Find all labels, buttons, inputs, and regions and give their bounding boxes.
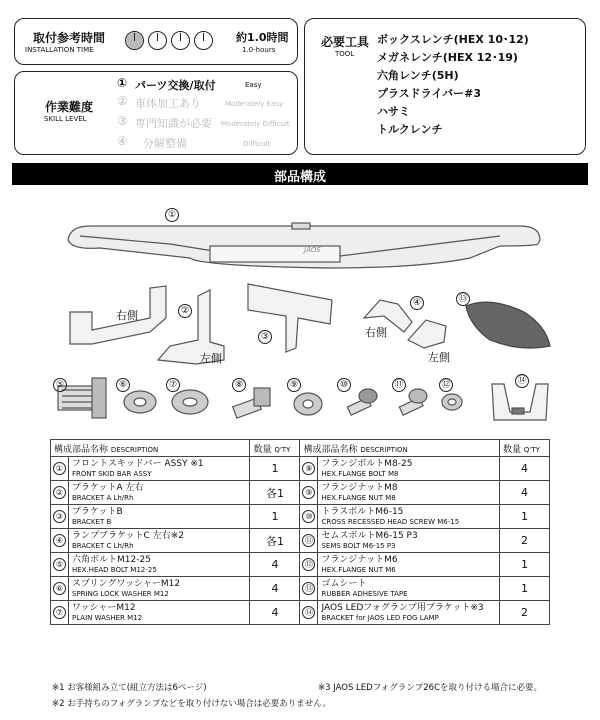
skill-level-4-jp: 分解整備	[143, 137, 187, 150]
row-name-en: SPRING LOCK WASHER M12	[72, 589, 169, 598]
part-number-label: ④	[410, 296, 424, 310]
part-number-label: ⑥	[116, 378, 130, 392]
row-name-jp: ワッシャーM12	[72, 602, 136, 613]
installation-title-en: INSTALLATION TIME	[25, 46, 94, 54]
row-name-jp: 六角ボルトM12-25	[72, 554, 151, 565]
row-number-badge: ⑥	[53, 582, 66, 595]
tool-item: プラスドライバー#3	[377, 87, 481, 100]
row-number	[300, 601, 318, 625]
row-number-badge: ③	[53, 510, 66, 523]
skill-level-2-en: Moderately Easy	[225, 100, 284, 108]
row-name-en: RUBBER ADHESIVE TAPE	[321, 589, 408, 598]
tool-title-en: TOOL	[335, 50, 355, 58]
row-description	[318, 553, 500, 577]
row-name-en: SEMS BOLT M6-15 P3	[321, 541, 396, 550]
row-description	[69, 457, 250, 481]
label-right-side: 右側	[365, 326, 387, 339]
table-row	[51, 529, 550, 553]
row-name-jp: フランジナットM6	[321, 554, 398, 565]
skill-title-en: SKILL LEVEL	[44, 115, 87, 123]
row-number	[51, 577, 69, 601]
row-name-en: BRACKET for JAOS LED FOG LAMP	[321, 613, 439, 622]
part-number-label: ③	[258, 330, 272, 344]
row-name-en: CROSS RECESSED HEAD SCREW M6-15	[321, 517, 460, 526]
bracket-c-left-illustration	[408, 320, 446, 348]
tool-item: 六角レンチ(5H)	[377, 69, 459, 82]
row-description	[69, 529, 250, 553]
row-description	[318, 577, 500, 601]
row-name-en: BRACKET B	[72, 517, 112, 526]
row-description	[318, 457, 500, 481]
row-number	[51, 457, 69, 481]
note-3: ※3 JAOS LEDフォグランプ26Cを取り付ける場合に必要。	[318, 683, 543, 693]
skill-level-3-en: Moderately Difficult	[221, 120, 290, 128]
row-number-badge: ①	[53, 462, 66, 475]
row-description	[318, 601, 500, 625]
part-number-label: ⑪	[392, 378, 406, 392]
tool-item: トルクレンチ	[377, 123, 443, 136]
skill-title-jp: 作業難度	[45, 100, 94, 114]
tool-item: メガネレンチ(HEX 12･19)	[377, 51, 518, 64]
table-row	[51, 505, 550, 529]
row-qty: 1	[500, 505, 550, 529]
row-name-en: BRACKET C Lh/Rh	[72, 541, 134, 550]
skill-level-3-jp: 専門知識が必要	[135, 117, 212, 130]
row-name-en: BRACKET A Lh/Rh	[72, 493, 134, 502]
table-row	[51, 481, 550, 505]
part-number-label: ⑤	[53, 378, 67, 392]
row-name-jp: ブラケットA 左右	[72, 482, 144, 493]
row-number	[300, 529, 318, 553]
row-description	[318, 505, 500, 529]
skill-level-4-num: ④	[117, 134, 128, 148]
skill-level-1-num: ①	[117, 76, 128, 90]
row-description	[69, 481, 250, 505]
label-left-side: 左側	[200, 352, 222, 365]
installation-time-jp: 約1.0時間	[236, 31, 289, 44]
skill-level-2-jp: 車体加工あり	[135, 97, 201, 110]
row-description	[69, 601, 250, 625]
row-name-jp: フランジナットM8	[321, 482, 398, 493]
jaos-logo: JAOS	[304, 246, 321, 254]
row-number	[300, 457, 318, 481]
label-right-side: 右側	[116, 309, 138, 322]
skill-level-3-num: ③	[117, 114, 128, 128]
row-number-badge: ⑩	[302, 510, 315, 523]
row-number	[300, 505, 318, 529]
part-number-label: ⑬	[456, 292, 470, 306]
row-number	[51, 553, 69, 577]
header-qty-en: Q'TY	[523, 445, 540, 454]
skill-level-1-jp: パーツ交換/取付	[135, 79, 216, 92]
installation-time-en: 1.0-hours	[242, 46, 276, 54]
row-qty: 4	[250, 553, 300, 577]
parts-title: 部品構成	[273, 170, 326, 185]
table-row	[51, 553, 550, 577]
row-qty: 1	[250, 505, 300, 529]
row-qty: 各1	[250, 529, 300, 553]
row-qty: 1	[250, 457, 300, 481]
row-name-jp: ランプブラケットC 左右※2	[72, 530, 184, 541]
row-number-badge: ⑫	[302, 558, 315, 571]
part-number-label: ⑧	[232, 378, 246, 392]
row-description	[69, 553, 250, 577]
row-name-jp: スプリングワッシャーM12	[72, 578, 181, 589]
row-number	[51, 481, 69, 505]
row-description	[69, 505, 250, 529]
table-row	[51, 457, 550, 481]
row-name-jp: JAOS LEDフォグランプ用ブラケット※3	[321, 602, 484, 613]
skill-level-1-en: Easy	[245, 81, 262, 89]
row-qty: 2	[500, 529, 550, 553]
row-qty: 4	[250, 601, 300, 625]
row-qty: 4	[500, 457, 550, 481]
row-name-jp: フロントスキッドバー ASSY ※1	[72, 458, 204, 469]
row-name-en: HEX.HEAD BOLT M12-25	[72, 565, 157, 574]
part-number-label: ⑦	[166, 378, 180, 392]
installation-title-jp: 取付参考時間	[33, 31, 106, 45]
row-number-badge: ⑬	[302, 582, 315, 595]
fog-lamp-bracket-illustration	[492, 384, 548, 420]
part-number-label: ⑨	[287, 378, 301, 392]
row-description	[318, 481, 500, 505]
row-number-badge: ⑭	[302, 606, 315, 619]
row-number	[300, 577, 318, 601]
row-name-en: PLAIN WASHER M12	[72, 613, 143, 622]
row-number	[300, 553, 318, 577]
header-name-jp: 構成部品名称	[54, 444, 109, 455]
part-number-label: ⑫	[439, 378, 453, 392]
note-1: ※1 お客様組み立て(組立方法は6ページ)	[52, 683, 207, 693]
row-qty: 2	[500, 601, 550, 625]
row-qty: 各1	[250, 481, 300, 505]
row-number-badge: ⑤	[53, 558, 66, 571]
row-number	[51, 601, 69, 625]
header-qty-jp: 数量	[253, 444, 272, 455]
row-name-en: HEX.FLANGE BOLT M8	[321, 469, 399, 478]
row-number	[51, 529, 69, 553]
row-number-badge: ⑧	[302, 462, 315, 475]
row-qty: 4	[250, 577, 300, 601]
row-number-badge: ⑨	[302, 486, 315, 499]
skill-level-4-en: Difficult	[243, 140, 271, 148]
label-left-side: 左側	[428, 351, 450, 364]
header-qty-jp: 数量	[503, 444, 522, 455]
header-name-en: DESCRIPTION	[110, 445, 159, 454]
row-number-badge: ⑪	[302, 534, 315, 547]
rubber-sheet-illustration	[466, 302, 550, 348]
row-name-jp: トラスボルトM6-15	[321, 506, 404, 517]
part-number-label: ⑩	[337, 378, 351, 392]
row-name-jp: フランジボルトM8-25	[321, 458, 413, 469]
header-name-en: DESCRIPTION	[360, 445, 408, 454]
part-number-label: ⑭	[515, 374, 529, 388]
table-row	[51, 601, 550, 625]
row-name-en: HEX.FLANGE NUT M6	[321, 565, 396, 574]
tool-item: ボックスレンチ(HEX 10･12)	[377, 33, 529, 46]
note-2: ※2 お手持ちのフォグランプなどを取り付けない場合は必要ありません。	[52, 699, 331, 709]
part-number-label: ②	[178, 304, 192, 318]
row-number	[300, 481, 318, 505]
row-number-badge: ⑦	[53, 606, 66, 619]
table-header	[51, 440, 550, 457]
row-number-badge: ④	[53, 534, 66, 547]
row-name-jp: セムスボルトM6-15 P3	[321, 530, 418, 541]
row-qty: 1	[500, 553, 550, 577]
row-qty: 1	[500, 577, 550, 601]
tool-item: ハサミ	[377, 105, 410, 118]
row-name-jp: ブラケットB	[72, 506, 123, 517]
table-row	[51, 577, 550, 601]
header-name-jp: 構成部品名称	[303, 444, 358, 455]
row-name-en: FRONT SKID BAR ASSY	[72, 469, 152, 478]
row-description	[69, 577, 250, 601]
row-description	[318, 529, 500, 553]
row-qty: 4	[500, 481, 550, 505]
skill-level-2-num: ②	[117, 94, 128, 108]
row-name-en: HEX.FLANGE NUT M8	[321, 493, 396, 502]
parts-table	[50, 439, 550, 625]
header-qty-en: Q'TY	[274, 445, 291, 454]
row-number	[51, 505, 69, 529]
part-number-label: ①	[165, 208, 179, 222]
row-number-badge: ②	[53, 486, 66, 499]
tool-title-jp: 必要工具	[321, 35, 370, 49]
row-name-jp: ゴムシート	[321, 578, 367, 589]
